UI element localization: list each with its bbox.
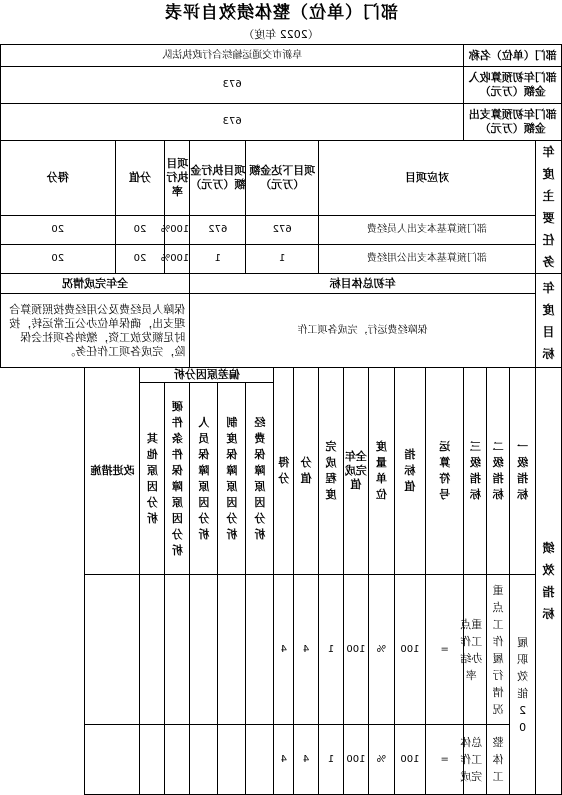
goals-target-text: 保障经费运行，完成各项工作 xyxy=(190,294,536,368)
perf-section-label: 绩效指标 xyxy=(536,368,562,795)
perf-dev-system xyxy=(218,575,246,725)
page-title: 部门（单位）整体绩效自评表 xyxy=(164,3,398,23)
tasks-header-score: 得分 xyxy=(1,141,116,216)
perf-points: 4 xyxy=(294,725,319,795)
perf-level3: 总体工作完成 xyxy=(464,725,487,795)
perf-level2: 重点工作履行情况 xyxy=(487,575,510,725)
perf-score: 4 xyxy=(274,725,294,795)
perf-score: 4 xyxy=(274,575,294,725)
goals-completion-header: 全年完成情况 xyxy=(1,274,190,294)
unit-value: 阜新市交通运输综合行政执法队 xyxy=(1,45,464,67)
task-exec-amount: 1 xyxy=(190,245,246,274)
table-row xyxy=(1,725,562,795)
budget-expense-label: 部门年初预算支出金额（万元） xyxy=(464,104,562,141)
tasks-header-exec-amount: 项目执行金额（万元） xyxy=(190,141,246,216)
task-score: 20 xyxy=(1,216,116,245)
perf-dev-other xyxy=(140,575,165,725)
unit-row xyxy=(1,45,562,67)
perf-completion: 1 xyxy=(319,575,344,725)
budget-expense-value: 673 xyxy=(1,104,464,141)
perf-header-level2: 二级指标 xyxy=(487,368,510,575)
perf-indicator-value: 100 xyxy=(394,575,425,725)
tasks-section-label: 年度主要任务 xyxy=(536,141,562,274)
table-row xyxy=(1,575,562,725)
task-score: 20 xyxy=(1,245,116,274)
tasks-header-points: 分值 xyxy=(115,141,165,216)
perf-header-indicator-value: 指标值 xyxy=(394,368,425,575)
perf-dev-system xyxy=(218,725,246,795)
tasks-header-budget-amount: 项目下达金额（万元） xyxy=(246,141,319,216)
perf-header-improvement: 改进措施 xyxy=(85,368,140,575)
perf-level3: 重点工作办结率 xyxy=(464,575,487,725)
perf-dev-personnel xyxy=(190,725,218,795)
perf-improvement xyxy=(85,725,140,795)
perf-header-row xyxy=(1,368,562,383)
perf-level2: 整体工 xyxy=(487,725,510,795)
perf-unit: % xyxy=(368,575,394,725)
perf-level1: 履职效能20 xyxy=(510,575,536,795)
perf-dev-other xyxy=(140,725,165,795)
perf-header-unit: 度量单位 xyxy=(368,368,394,575)
perf-annual-value: 100 xyxy=(343,725,368,795)
perf-header-dev-personnel: 人员保障原因分析 xyxy=(190,383,218,575)
perf-header-dev-funding: 经费保障原因分析 xyxy=(246,383,274,575)
perf-operator: = xyxy=(425,575,463,725)
tasks-header-exec-rate: 项目执行率 xyxy=(165,141,190,216)
perf-header-deviation-group: 偏差原因分析 xyxy=(140,368,274,383)
perf-improvement xyxy=(85,575,140,725)
tasks-header-row xyxy=(1,141,562,216)
perf-header-annual-value: 全年完成值 xyxy=(343,368,368,575)
perf-header-level1: 一级指标 xyxy=(510,368,536,575)
unit-label: 部门（单位）名称 xyxy=(464,45,562,67)
perf-header-operator: 运算符号 xyxy=(425,368,463,575)
perf-dev-funding xyxy=(246,575,274,725)
perf-header-level3: 三级指标 xyxy=(464,368,487,575)
perf-indicator-value: 100 xyxy=(394,725,425,795)
perf-operator: = xyxy=(425,725,463,795)
budget-expense-row xyxy=(1,104,562,141)
perf-dev-funding xyxy=(246,725,274,795)
perf-completion: 1 xyxy=(319,725,344,795)
perf-header-points: 分值 xyxy=(294,368,319,575)
perf-header-dev-other: 其他原因分析 xyxy=(140,383,165,575)
budget-income-label: 部门年初预算收入金额（万元） xyxy=(464,67,562,104)
task-project: 部门预算基本支出公用经费 xyxy=(319,245,536,274)
table-row xyxy=(1,216,562,245)
task-exec-amount: 672 xyxy=(190,216,246,245)
perf-dev-hardware xyxy=(165,575,190,725)
perf-dev-hardware xyxy=(165,725,190,795)
task-budget-amount: 672 xyxy=(246,216,319,245)
perf-header-score: 得分 xyxy=(274,368,294,575)
budget-income-row xyxy=(1,67,562,104)
goals-target-header: 年初总体目标 xyxy=(190,274,536,294)
budget-income-value: 673 xyxy=(1,67,464,104)
perf-annual-value: 100 xyxy=(343,575,368,725)
task-project: 部门预算基本支出人员经费 xyxy=(319,216,536,245)
goals-header-row xyxy=(1,274,562,294)
goals-section-label: 年度目标 xyxy=(536,274,562,368)
evaluation-table xyxy=(0,44,562,795)
page-subtitle: （2022 年度） xyxy=(243,28,319,41)
perf-unit: % xyxy=(368,725,394,795)
task-exec-rate: 100% xyxy=(165,245,190,274)
perf-dev-personnel xyxy=(190,575,218,725)
perf-points: 4 xyxy=(294,575,319,725)
goals-completion-text: 保障人员经费及公用经费按照预算合理支出，确保单位办公正常运转，按时足额发放工资，缴纳各项社会保险，完成各项工作任务。 xyxy=(1,294,190,368)
perf-header-dev-system: 制度保障原因分析 xyxy=(218,383,246,575)
task-points: 20 xyxy=(115,245,165,274)
perf-header-dev-hardware: 硬件条件保障原因分析 xyxy=(165,383,190,575)
perf-header-completion: 完成程度 xyxy=(319,368,344,575)
tasks-header-project: 对应项目 xyxy=(319,141,536,216)
task-exec-rate: 100% xyxy=(165,216,190,245)
goals-content-row xyxy=(1,294,562,368)
task-budget-amount: 1 xyxy=(246,245,319,274)
task-points: 20 xyxy=(115,216,165,245)
table-row xyxy=(1,245,562,274)
